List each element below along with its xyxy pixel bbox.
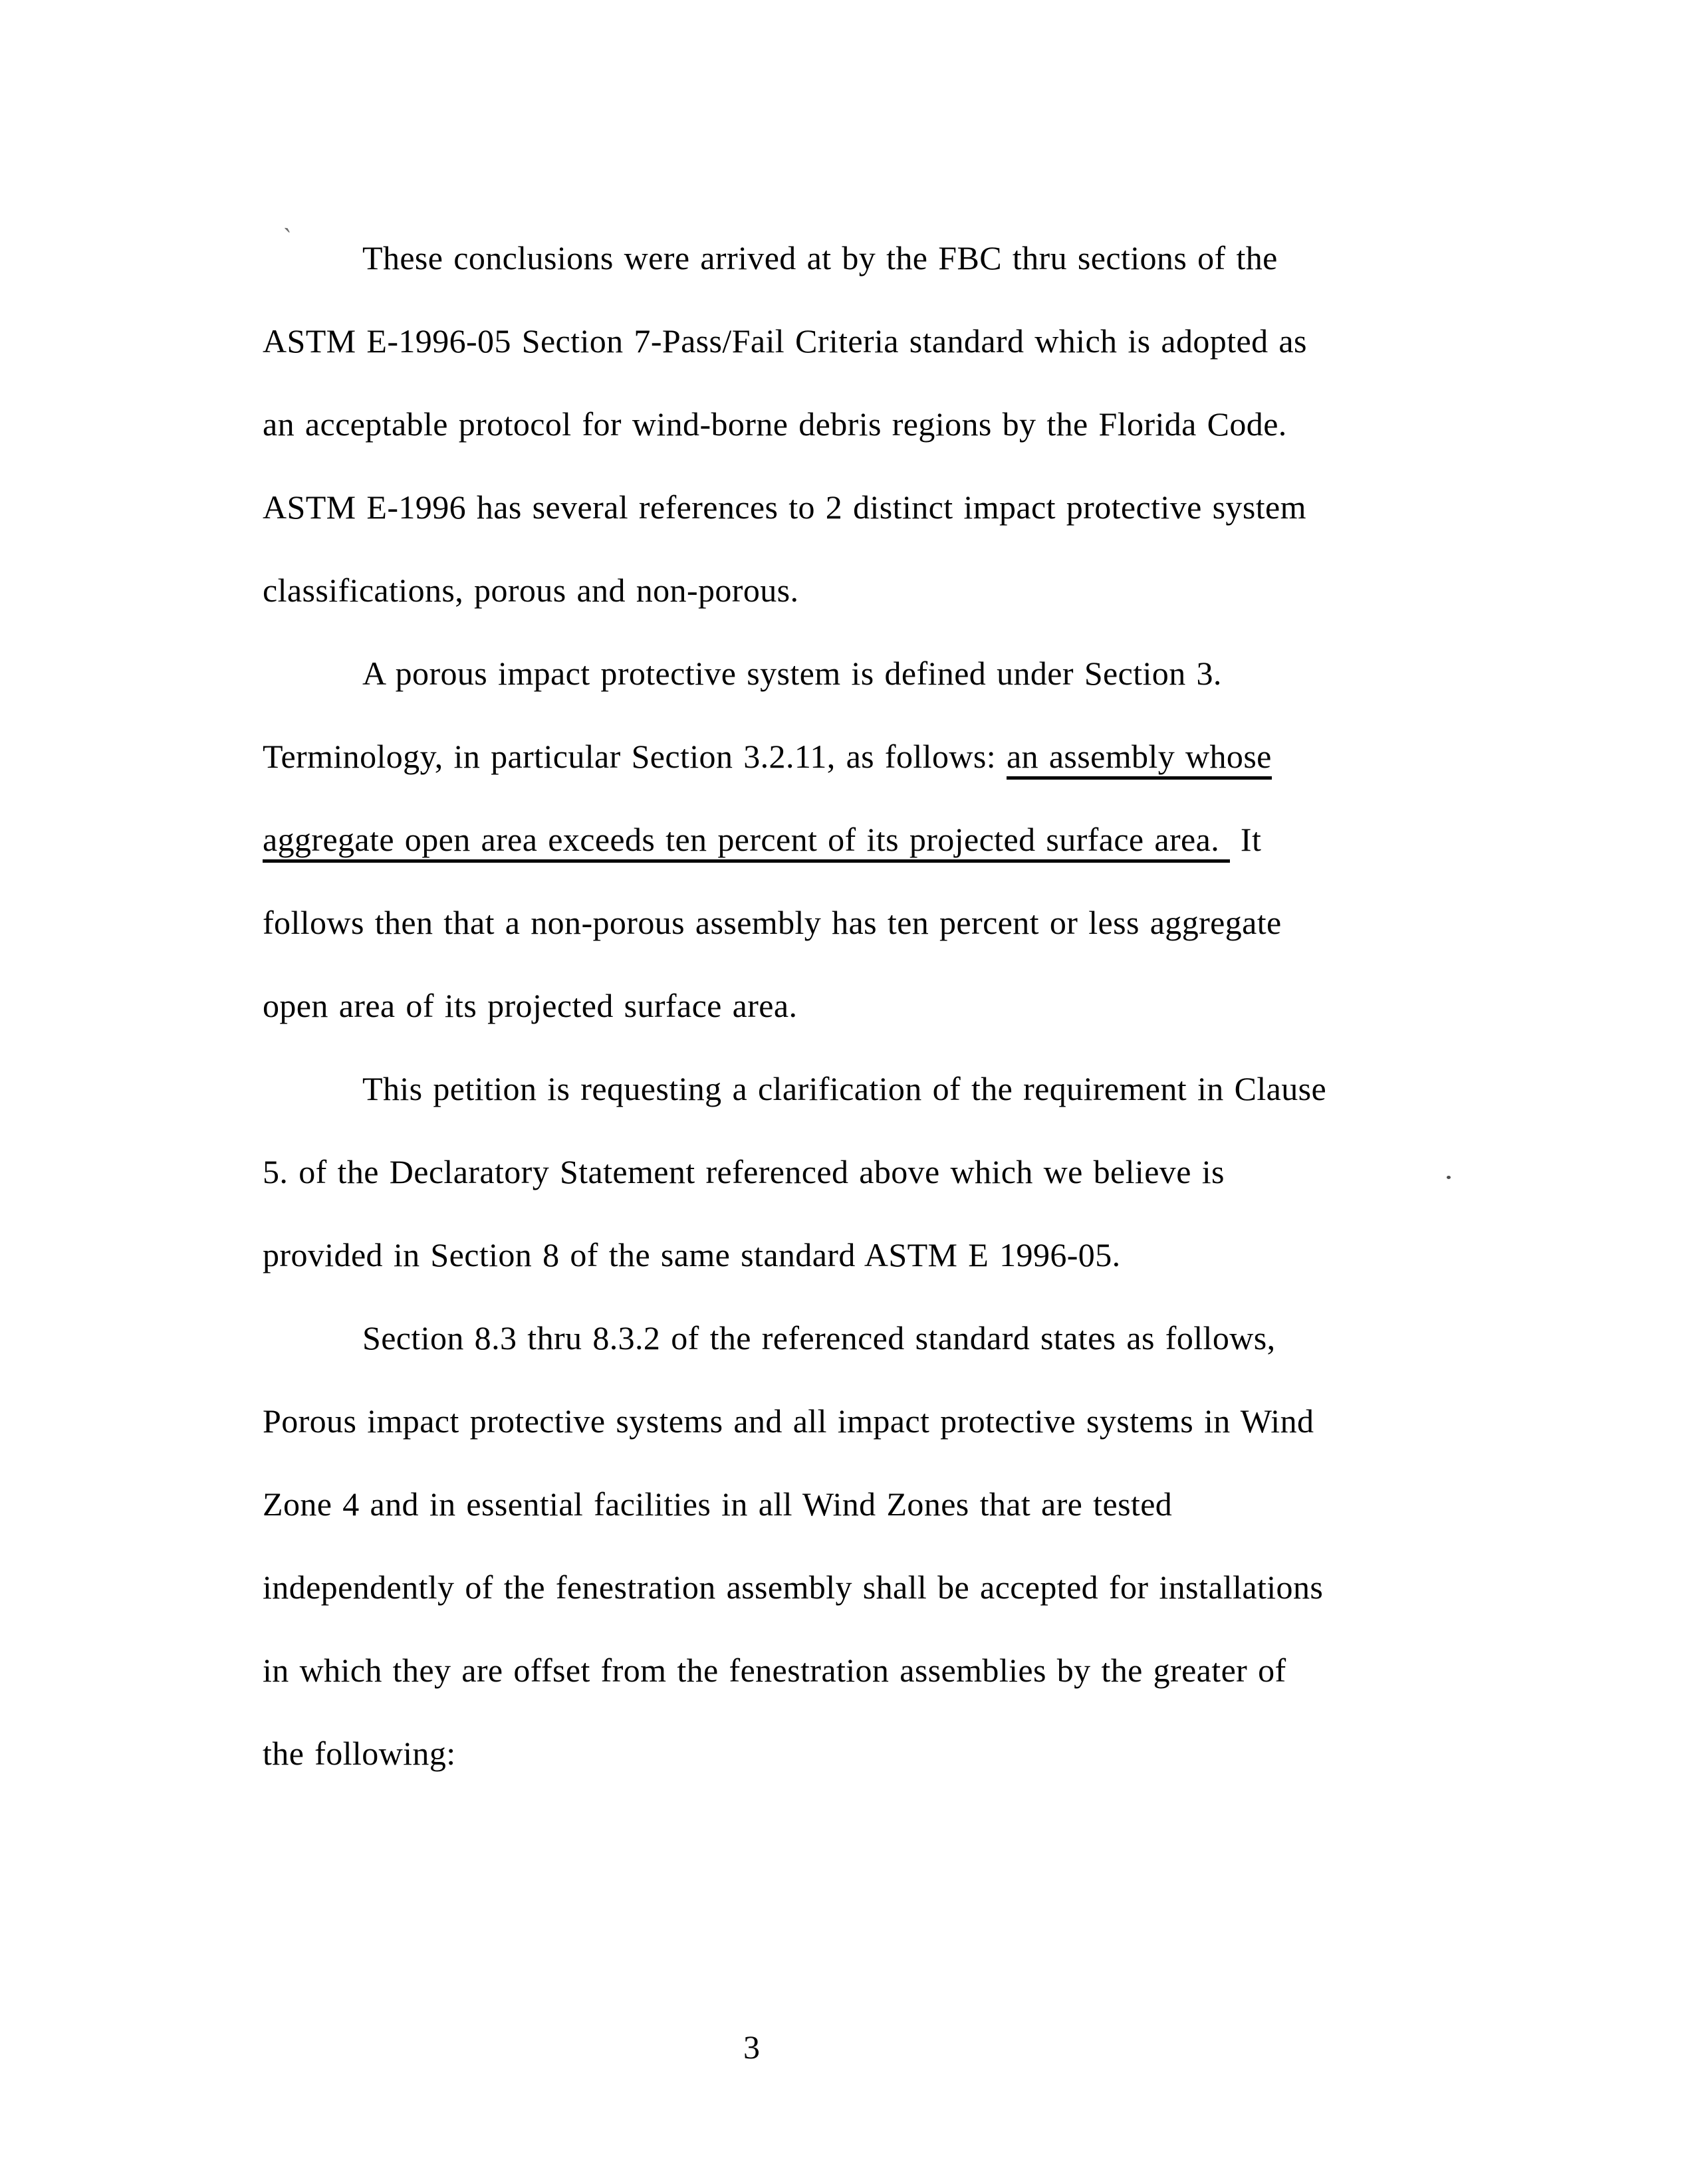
- underlined-text: an assembly whose: [1007, 738, 1272, 780]
- text-segment: 5. of the Declaratory Statement referenced above which we believe is: [263, 1153, 1225, 1190]
- text-segment: an acceptable protocol for wind-borne debris regions by the Florida Code.: [263, 405, 1287, 443]
- text-line-18: [263, 1629, 1446, 1712]
- scan-speck-artifact: [1447, 1176, 1451, 1179]
- page-number: 3: [743, 2028, 760, 2066]
- text-segment: This petition is requesting a clarification of the requirement in Clause: [362, 1070, 1327, 1107]
- scan-tick-artifact: ˋ: [280, 222, 293, 253]
- text-segment: It: [1230, 821, 1262, 858]
- text-line-3: [263, 383, 1446, 466]
- text-segment: classifications, porous and non-porous.: [263, 572, 799, 609]
- text-segment: Porous impact protective systems and all impact protective systems in Wind: [263, 1402, 1314, 1440]
- text-segment: provided in Section 8 of the same standard ASTM E 1996-05.: [263, 1236, 1121, 1273]
- text-segment: ASTM E-1996-05 Section 7-Pass/Fail Criteria standard which is adopted as: [263, 322, 1307, 360]
- text-segment: open area of its projected surface area.: [263, 987, 798, 1024]
- text-line-13: [263, 1214, 1446, 1297]
- text-line-19: [263, 1712, 1446, 1795]
- text-segment: Section 8.3 thru 8.3.2 of the referenced standard states as follows,: [362, 1319, 1276, 1357]
- text-line-5: [263, 549, 1446, 632]
- text-line-11: [263, 1047, 1446, 1131]
- text-segment: These conclusions were arrived at by the FBC thru sections of the: [362, 239, 1278, 276]
- text-line-10: [263, 964, 1446, 1047]
- text-segment: Terminology, in particular Section 3.2.11, as follows:: [263, 738, 1007, 775]
- text-segment: in which they are offset from the fenestration assemblies by the greater of: [263, 1652, 1286, 1689]
- text-line-9: [263, 881, 1446, 964]
- text-segment: follows then that a non-porous assembly has ten percent or less aggregate: [263, 904, 1282, 941]
- text-segment: the following:: [263, 1735, 456, 1772]
- text-line-15: [263, 1380, 1446, 1463]
- text-line-14: [263, 1297, 1446, 1380]
- text-line-17: [263, 1546, 1446, 1629]
- text-segment: Zone 4 and in essential facilities in all Wind Zones that are tested: [263, 1485, 1173, 1523]
- text-segment: independently of the fenestration assembly shall be accepted for installations: [263, 1569, 1324, 1606]
- text-line-16: [263, 1463, 1446, 1546]
- text-line-12: [263, 1131, 1446, 1214]
- text-line-7: [263, 715, 1446, 798]
- underlined-text: aggregate open area exceeds ten percent of its projected surface area.: [263, 821, 1230, 863]
- text-segment: ASTM E-1996 has several references to 2 distinct impact protective system: [263, 489, 1306, 526]
- document-text: [263, 217, 1446, 1795]
- text-line-1: [263, 217, 1446, 300]
- text-line-6: [263, 632, 1446, 715]
- text-segment: A porous impact protective system is defined under Section 3.: [362, 655, 1222, 692]
- text-line-4: [263, 466, 1446, 549]
- text-line-8: [263, 798, 1446, 881]
- text-line-2: [263, 300, 1446, 383]
